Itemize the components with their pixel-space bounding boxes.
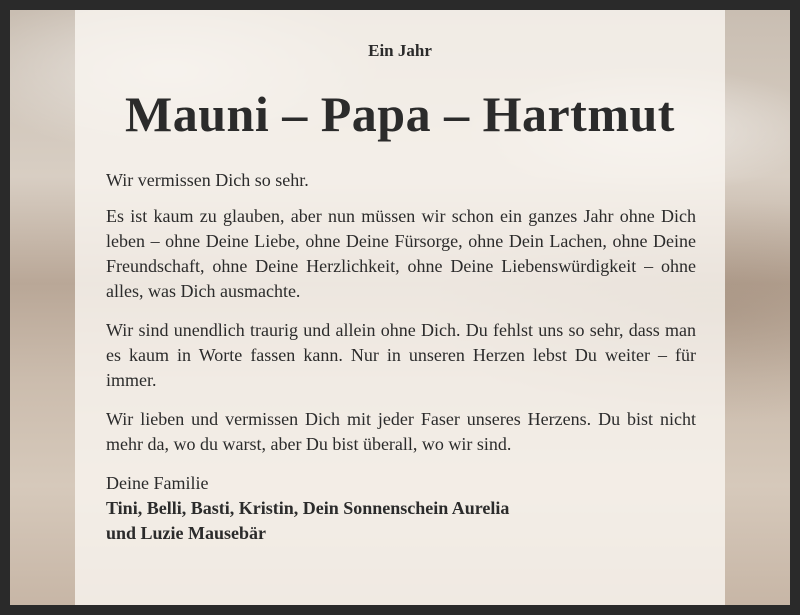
overline: Ein Jahr — [368, 41, 432, 60]
signature-intro: Deine Familie — [106, 473, 209, 493]
signature-names-line2: und Luzie Mausebär — [106, 523, 267, 543]
paragraph-intro: Wir vermissen Dich so sehr. — [106, 170, 309, 190]
signature — [106, 471, 696, 546]
paragraph-3: Wir sind unendlich traurig und allein ohne Dich. Du fehlst uns so sehr, dass man es kaum in Worte fassen kann. Nur in unseren Herzen lebst Du weiter – für immer. — [106, 320, 696, 390]
notice-body — [106, 168, 696, 546]
paragraph-4: Wir lieben und vermissen Dich mit jeder Faser unseres Herzens. Du bist nicht mehr da, wo du warst, aber Du bist überall, wo wir sind. — [106, 409, 696, 454]
obituary-frame — [10, 10, 790, 605]
headline: Mauni – Papa – Hartmut — [125, 86, 675, 142]
signature-names-line1: Tini, Belli, Basti, Kristin, Dein Sonnenschein Aurelia — [106, 498, 510, 518]
text-panel — [75, 10, 725, 605]
paragraph-2: Es ist kaum zu glauben, aber nun müssen wir schon ein ganzes Jahr ohne Dich leben – ohne Deine Liebe, ohne Deine Fürsorge, ohne Dein Lachen, ohne Deine Freundschaft, ohne Deine Herzlichkeit, ohne Deine Liebenswürdigkeit – ohne alles, was Dich ausmachte. — [106, 206, 696, 301]
